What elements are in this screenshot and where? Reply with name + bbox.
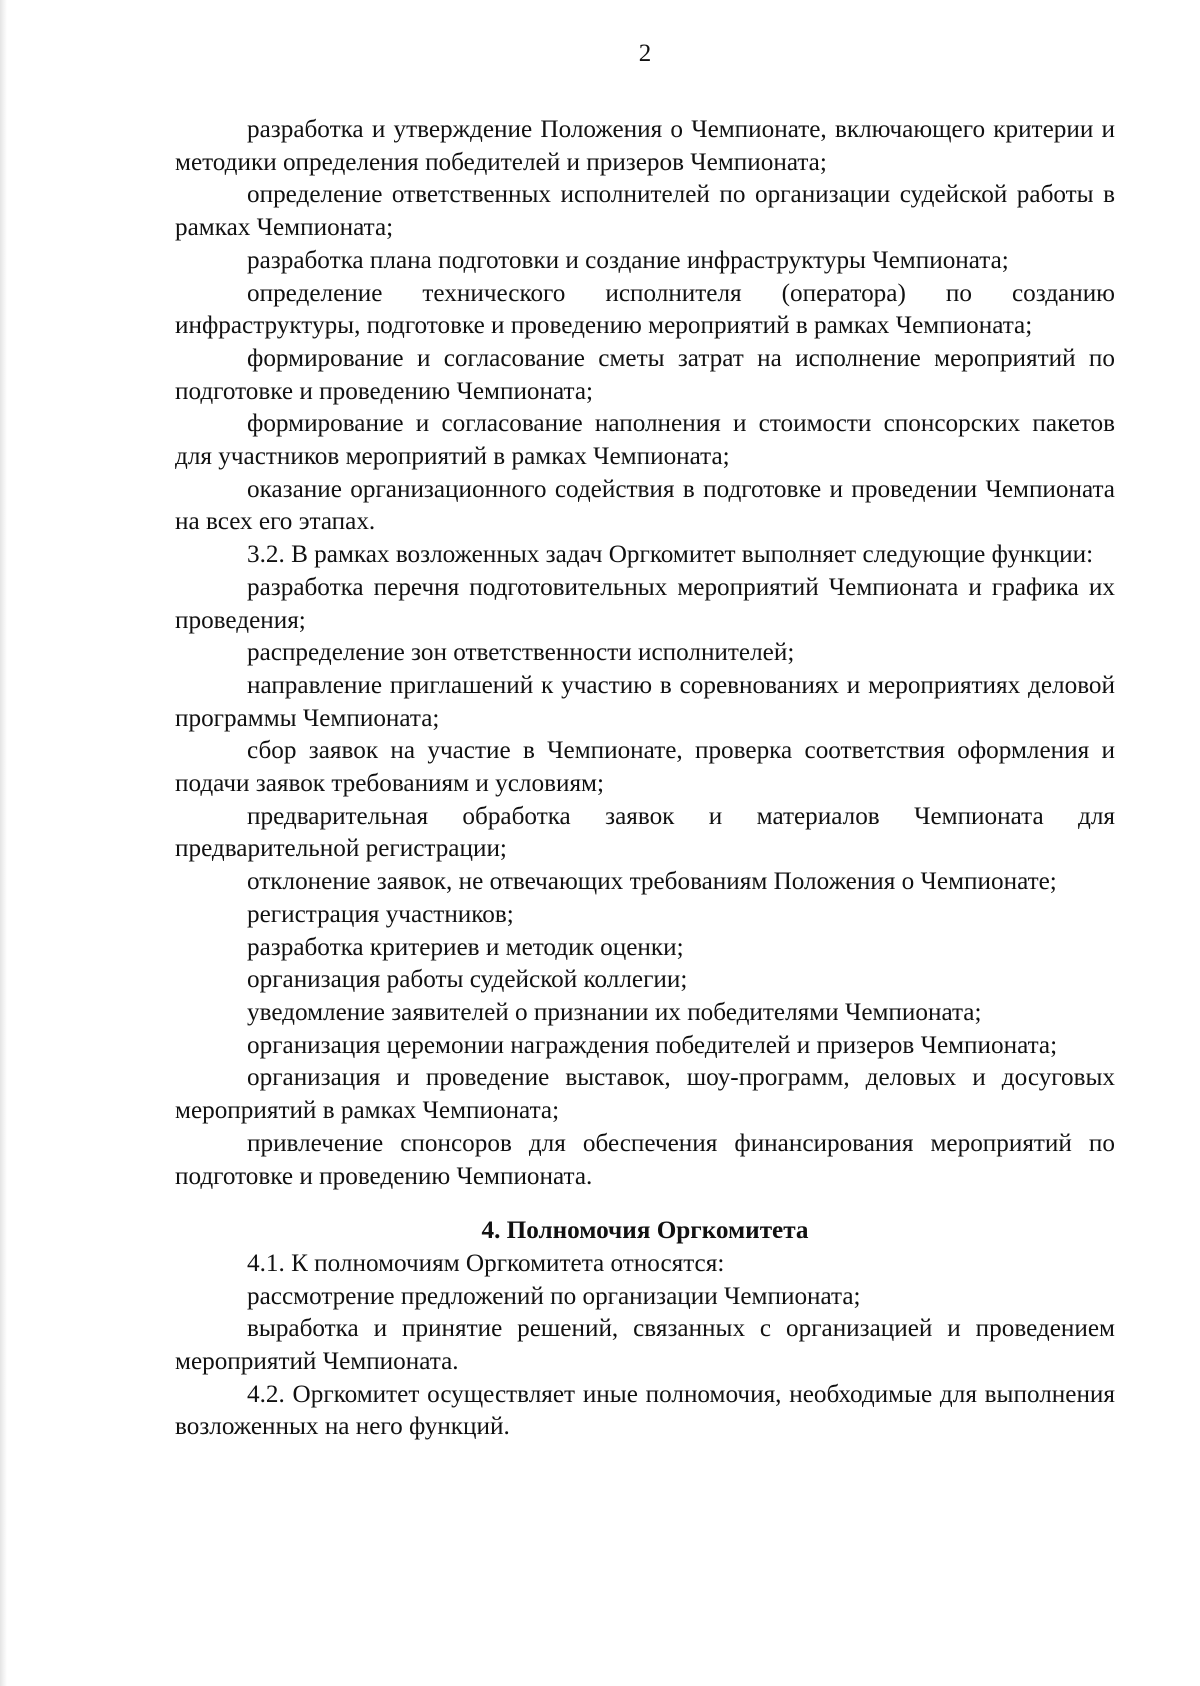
paragraph: отклонение заявок, не отвечающих требованиям Положения о Чемпионате; bbox=[247, 868, 1057, 896]
paragraph: разработка перечня подготовительных мероприятий Чемпионата и графика их проведения; bbox=[175, 573, 1115, 634]
paragraph: формирование и согласование сметы затрат на исполнение мероприятий по подготовке и проведению Чемпионата; bbox=[175, 344, 1115, 405]
paragraph: 4.1. К полномочиям Оргкомитета относятся: bbox=[247, 1249, 725, 1277]
paragraph: предварительная обработка заявок и материалов Чемпионата для предварительной регистрации; bbox=[175, 802, 1115, 863]
paragraph: уведомление заявителей о признании их победителями Чемпионата; bbox=[247, 998, 982, 1026]
paragraph: определение технического исполнителя (оператора) по созданию инфраструктуры, подготовке и проведению мероприятий в рамках Чемпионата; bbox=[175, 279, 1115, 340]
scan-edge bbox=[0, 0, 7, 1686]
paragraph: направление приглашений к участию в соревнованиях и мероприятиях деловой программы Чемпионата; bbox=[175, 671, 1115, 732]
paragraph: разработка и утверждение Положения о Чемпионате, включающего критерии и методики определения победителей и призеров Чемпионата; bbox=[175, 116, 1115, 176]
paragraph: привлечение спонсоров для обеспечения финансирования мероприятий по подготовке и проведению Чемпионата. bbox=[175, 1129, 1115, 1190]
paragraph: регистрация участников; bbox=[247, 900, 514, 928]
paragraph: определение ответственных исполнителей по организации судейской работы в рамках Чемпионата; bbox=[175, 181, 1115, 242]
document-body bbox=[175, 114, 1115, 1444]
paragraph: организация церемонии награждения победителей и призеров Чемпионата; bbox=[247, 1031, 1058, 1059]
paragraph: 3.2. В рамках возложенных задач Оргкомитет выполняет следующие функции: bbox=[247, 541, 1094, 569]
paragraph: организация и проведение выставок, шоу-программ, деловых и досуговых мероприятий в рамках Чемпионата; bbox=[175, 1064, 1115, 1125]
paragraph: формирование и согласование наполнения и стоимости спонсорских пакетов для участников мероприятий в рамках Чемпионата; bbox=[175, 410, 1115, 471]
paragraph: разработка критериев и методик оценки; bbox=[247, 933, 684, 961]
paragraph: 4.2. Оргкомитет осуществляет иные полномочия, необходимые для выполнения возложенных на него функций. bbox=[175, 1380, 1115, 1441]
paragraph: организация работы судейской коллегии; bbox=[247, 966, 688, 994]
paragraph: распределение зон ответственности исполнителей; bbox=[247, 639, 795, 667]
section-heading: 4. Полномочия Оргкомитета bbox=[481, 1217, 809, 1245]
page-number: 2 bbox=[638, 40, 652, 67]
paragraph: сбор заявок на участие в Чемпионате, проверка соответствия оформления и подачи заявок требованиям и условиям; bbox=[175, 737, 1115, 798]
paragraph: оказание организационного содействия в подготовке и проведении Чемпионата на всех его этапах. bbox=[175, 475, 1115, 536]
paragraph: рассмотрение предложений по организации Чемпионата; bbox=[247, 1282, 861, 1310]
paragraph: разработка плана подготовки и создание инфраструктуры Чемпионата; bbox=[247, 246, 1009, 274]
paragraph: выработка и принятие решений, связанных с организацией и проведением мероприятий Чемпионата. bbox=[175, 1315, 1115, 1376]
